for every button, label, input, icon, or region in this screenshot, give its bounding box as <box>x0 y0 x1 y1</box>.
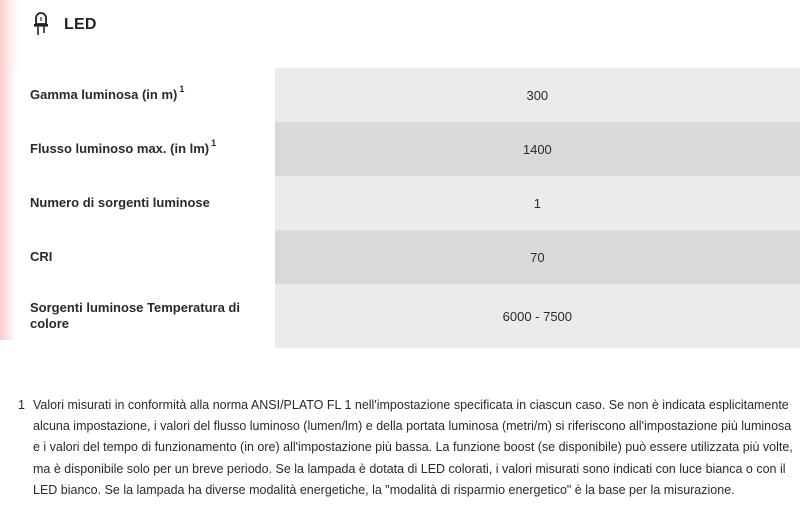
footnote-ref: 1 <box>211 137 217 148</box>
section-header <box>28 10 97 40</box>
spec-row <box>14 122 800 176</box>
spec-label: Gamma luminosa (in m) $^1$ <box>14 68 275 122</box>
spec-value: 300 <box>275 68 800 122</box>
footnote-ref: 1 <box>179 83 185 94</box>
led-bulb-icon <box>28 12 54 38</box>
spec-label: CRI <box>14 230 275 284</box>
spec-label: Sorgenti luminose Temperatura di colore <box>14 284 275 348</box>
spec-label: Flusso luminoso max. (in lm) $^1$ <box>14 122 275 176</box>
spec-value: 1400 <box>275 122 800 176</box>
footnote-text: Valori misurati in conformità alla norma ANSI/PLATO FL 1 nell'impostazione specificata in ciascun caso. Se non è indicata esplicitamente alcuna impostazione, i valori del flusso luminoso (lumen/lm) e della portata luminosa (metri/m) si riferiscono all'impostazione più luminosa e i valori del tempo di funzionamento (in ore) all'impostazione più bassa. La funzione boost (se disponibile) può essere utilizzata più volte, ma è disponibile solo per un breve periodo. Se la lampada è dotata di LED colorati, i valori misurati sono indicati con luce bianca o con il LED bianco. Se la lampada ha diverse modalità energetiche, la "modalità di risparmio energetico" è la base per la misurazione. <box>33 398 793 497</box>
footnote <box>18 395 793 501</box>
spec-label: Numero di sorgenti luminose <box>14 176 275 230</box>
spec-table <box>14 68 800 348</box>
spec-row <box>14 284 800 348</box>
spec-row <box>14 230 800 284</box>
spec-value: 6000 - 7500 <box>275 284 800 348</box>
spec-row <box>14 176 800 230</box>
spec-value: 1 <box>275 176 800 230</box>
section-title: LED <box>64 16 97 33</box>
footnote-marker: 1 <box>18 398 25 412</box>
spec-row <box>14 68 800 122</box>
spec-value: 70 <box>275 230 800 284</box>
